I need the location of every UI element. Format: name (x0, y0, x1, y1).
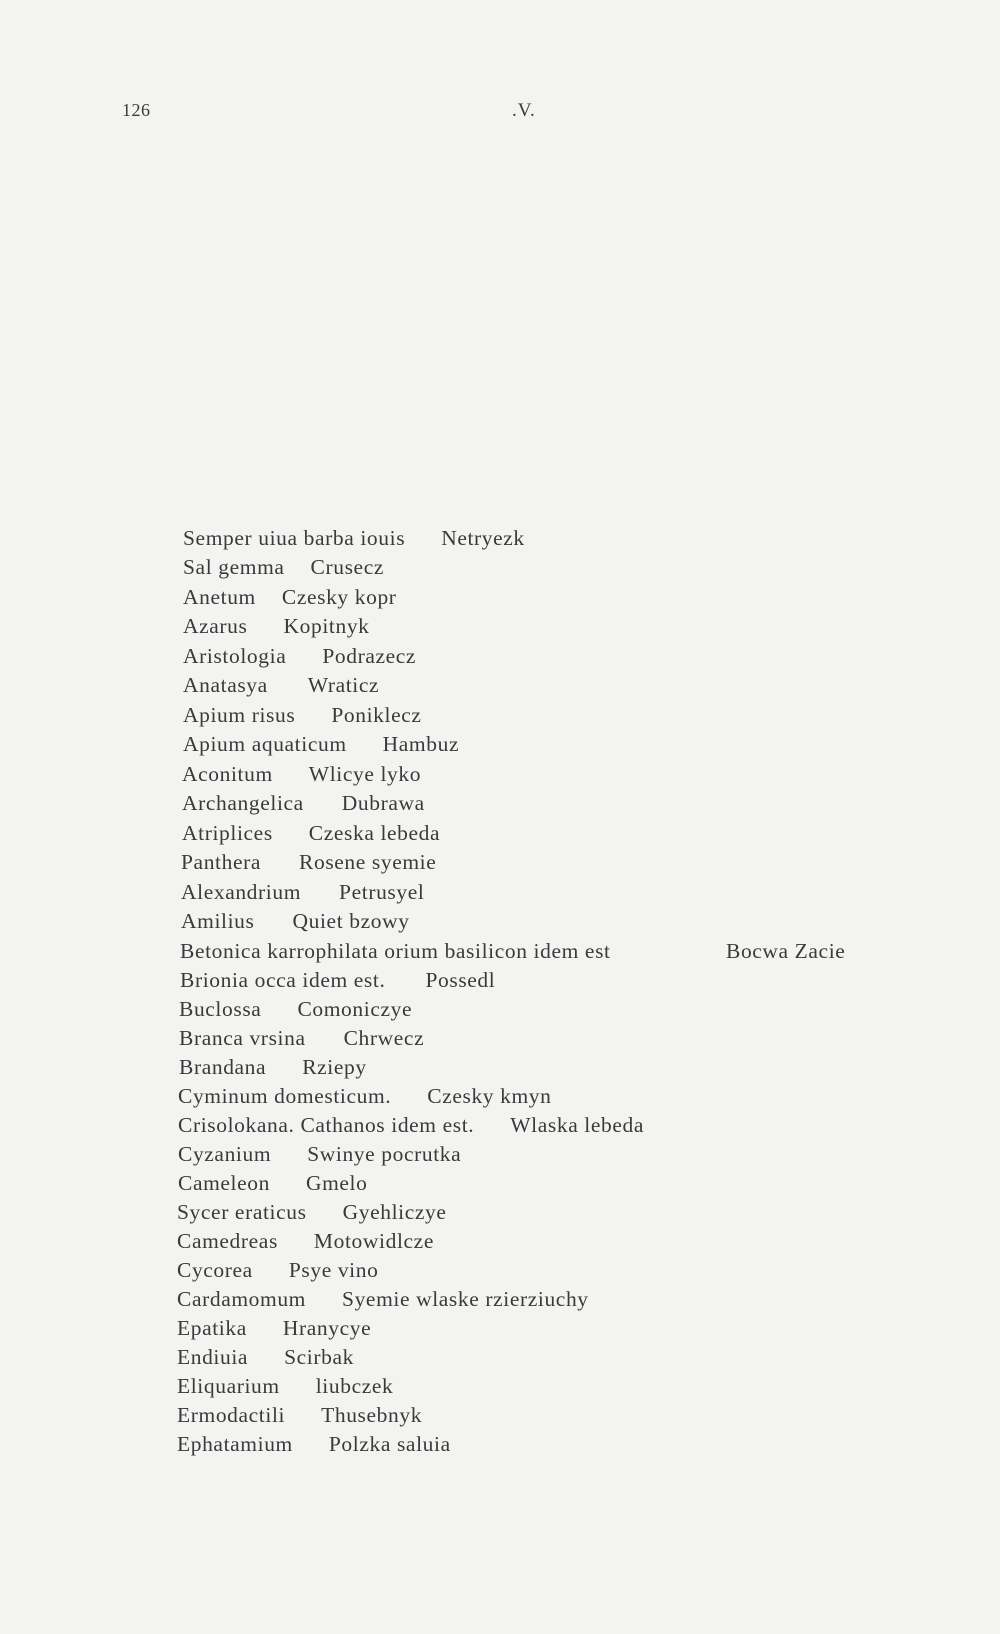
glossary-entry (178, 1110, 644, 1140)
glossary-entry (180, 936, 960, 966)
czech-gloss: Psye vino (288, 1258, 379, 1282)
latin-term: Endiuia (177, 1345, 249, 1369)
czech-gloss: Chrwecz (343, 1026, 425, 1050)
czech-gloss: Possedl (425, 968, 496, 992)
latin-term: Crisolokana. Cathanos idem est. (178, 1113, 475, 1137)
glossary-entry (177, 1342, 354, 1372)
glossary-entry (178, 1139, 461, 1169)
latin-term: Aconitum (182, 762, 273, 786)
czech-gloss: Kopitnyk (283, 614, 370, 638)
glossary-entry (177, 1226, 434, 1256)
czech-gloss: Crusecz (310, 555, 384, 579)
czech-gloss: Rziepy (302, 1055, 367, 1079)
latin-term: Ermodactili (177, 1403, 286, 1427)
latin-term: Cycorea (177, 1258, 253, 1282)
glossary-entry (177, 1255, 378, 1285)
glossary-entry (179, 1052, 367, 1082)
latin-term: Camedreas (177, 1229, 278, 1253)
czech-gloss: Thusebnyk (321, 1403, 423, 1427)
czech-gloss: Czesky kmyn (427, 1084, 552, 1108)
latin-term: Apium risus (183, 703, 296, 727)
latin-term: Anetum (183, 585, 256, 609)
latin-term: Brandana (179, 1055, 267, 1079)
glossary-entry (183, 611, 370, 641)
latin-term: Betonica karrophilata orium basilicon idem est (180, 939, 611, 963)
glossary-entry (179, 1023, 424, 1053)
czech-gloss: Wraticz (307, 673, 380, 697)
czech-gloss: Syemie wlaske rzierziuchy (342, 1287, 589, 1311)
glossary-entry (180, 965, 495, 995)
czech-gloss: Petrusyel (339, 880, 425, 904)
latin-term: Branca vrsina (179, 1026, 306, 1050)
latin-term: Cyminum domesticum. (178, 1084, 392, 1108)
glossary-entry (177, 1371, 393, 1401)
glossary-entry (182, 788, 425, 818)
czech-gloss: Hambuz (382, 732, 460, 756)
latin-term: Ephatamium (177, 1432, 293, 1456)
latin-term: Atriplices (182, 821, 273, 845)
glossary-entry (182, 759, 421, 789)
glossary-entry (178, 1081, 552, 1111)
latin-term: Eliquarium (177, 1374, 280, 1398)
glossary-entry (177, 1429, 451, 1459)
latin-term: Panthera (181, 850, 262, 874)
glossary-entry (181, 877, 424, 907)
czech-gloss: Dubrawa (341, 791, 425, 815)
glossary-entry (183, 523, 525, 553)
czech-gloss: Netryezk (441, 526, 525, 550)
czech-gloss: Bocwa Zacie (726, 939, 846, 963)
glossary-entry (183, 582, 397, 612)
latin-term: Cardamomum (177, 1287, 307, 1311)
czech-gloss: Hranycye (282, 1316, 372, 1340)
czech-gloss: liubczek (315, 1374, 394, 1398)
czech-gloss: Rosene syemie (299, 850, 437, 874)
glossary-entry (182, 818, 440, 848)
czech-gloss: Czesky kopr (281, 585, 397, 609)
glossary-entry (183, 552, 384, 582)
glossary-entry (183, 670, 379, 700)
glossary-entry (183, 641, 416, 671)
glossary-entry (181, 906, 410, 936)
czech-gloss: Polzka saluia (328, 1432, 451, 1456)
czech-gloss: Comoniczye (297, 997, 413, 1021)
glossary-entry (181, 847, 436, 877)
glossary-entry (178, 1168, 368, 1198)
latin-term: Sal gemma (183, 555, 285, 579)
latin-term: Alexandrium (181, 880, 302, 904)
latin-term: Brionia occa idem est. (180, 968, 386, 992)
glossary-entry (183, 729, 459, 759)
czech-gloss: Wlaska lebeda (510, 1113, 645, 1137)
latin-term: Apium aquaticum (183, 732, 347, 756)
czech-gloss: Poniklecz (331, 703, 422, 727)
glossary-entry (179, 994, 412, 1024)
czech-gloss: Swinye pocrutka (307, 1142, 462, 1166)
czech-gloss: Gyehliczye (342, 1200, 447, 1224)
latin-term: Cameleon (178, 1171, 270, 1195)
latin-term: Semper uiua barba iouis (183, 526, 406, 550)
latin-term: Azarus (183, 614, 248, 638)
czech-gloss: Quiet bzowy (292, 909, 410, 933)
glossary-entry (183, 700, 422, 730)
latin-term: Aristologia (183, 644, 287, 668)
latin-term: Buclossa (179, 997, 262, 1021)
latin-term: Anatasya (183, 673, 268, 697)
czech-gloss: Podrazecz (322, 644, 417, 668)
latin-term: Archangelica (182, 791, 304, 815)
czech-gloss: Motowidlcze (313, 1229, 434, 1253)
page-header (0, 100, 1000, 130)
czech-gloss: Czeska lebeda (308, 821, 441, 845)
page-number: 126 (122, 100, 151, 120)
latin-term: Sycer eraticus (177, 1200, 307, 1224)
glossary-entry (177, 1400, 422, 1430)
latin-term: Amilius (181, 909, 255, 933)
latin-term: Cyzanium (178, 1142, 272, 1166)
glossary-entry (177, 1284, 589, 1314)
glossary-entry (177, 1313, 371, 1343)
czech-gloss: Wlicye lyko (308, 762, 422, 786)
latin-term: Epatika (177, 1316, 247, 1340)
running-head: .V. (512, 100, 536, 121)
glossary-entry (177, 1197, 447, 1227)
czech-gloss: Scirbak (284, 1345, 354, 1369)
czech-gloss: Gmelo (305, 1171, 368, 1195)
